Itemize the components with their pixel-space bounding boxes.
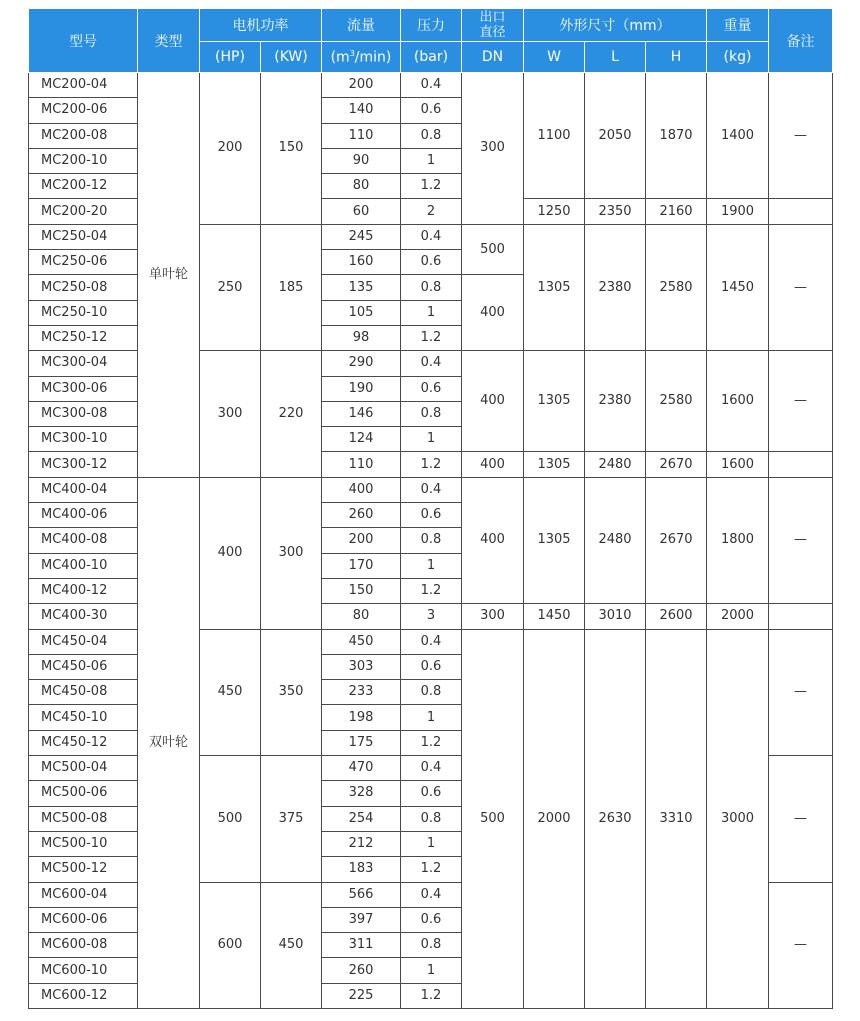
model-cell: MC600-06 bbox=[29, 907, 138, 932]
model-cell: MC400-12 bbox=[29, 578, 138, 603]
remark-cell-empty bbox=[769, 452, 833, 477]
type-cell-single: 单叶轮 bbox=[138, 73, 200, 478]
model-cell: MC250-04 bbox=[29, 224, 138, 249]
w-cell: 1305 bbox=[524, 477, 585, 603]
pressure-cell: 0.8 bbox=[401, 275, 462, 300]
pressure-cell: 0.4 bbox=[401, 477, 462, 502]
model-cell: MC500-04 bbox=[29, 756, 138, 781]
pressure-cell: 0.4 bbox=[401, 224, 462, 249]
kg-cell: 1600 bbox=[707, 452, 769, 477]
flow-cell: 198 bbox=[322, 705, 401, 730]
header-bar: (bar) bbox=[401, 42, 462, 73]
pressure-cell: 2 bbox=[401, 199, 462, 224]
header-kg: (kg) bbox=[707, 42, 769, 73]
h-cell: 3310 bbox=[646, 629, 707, 1008]
flow-cell: 470 bbox=[322, 756, 401, 781]
header-dimensions: 外形尺寸（mm） bbox=[524, 9, 707, 42]
l-cell: 2480 bbox=[585, 452, 646, 477]
pressure-cell: 0.4 bbox=[401, 351, 462, 376]
flow-cell: 260 bbox=[322, 958, 401, 983]
dn-cell: 500 bbox=[462, 224, 524, 275]
remark-cell-empty bbox=[769, 199, 833, 224]
flow-cell: 400 bbox=[322, 477, 401, 502]
model-cell: MC300-04 bbox=[29, 351, 138, 376]
flow-cell: 170 bbox=[322, 553, 401, 578]
model-cell: MC500-08 bbox=[29, 806, 138, 831]
model-cell: MC300-10 bbox=[29, 427, 138, 452]
hp-cell: 600 bbox=[200, 882, 261, 1008]
pressure-cell: 1 bbox=[401, 831, 462, 856]
flow-cell: 160 bbox=[322, 250, 401, 275]
pressure-cell: 1 bbox=[401, 427, 462, 452]
remark-cell: — bbox=[769, 351, 833, 452]
model-cell: MC400-30 bbox=[29, 604, 138, 629]
flow-cell: 110 bbox=[322, 452, 401, 477]
dn-cell: 300 bbox=[462, 73, 524, 225]
w-cell: 1305 bbox=[524, 452, 585, 477]
header-weight: 重量 bbox=[707, 9, 769, 42]
model-cell: MC200-06 bbox=[29, 98, 138, 123]
dn-cell: 400 bbox=[462, 351, 524, 452]
hp-cell: 400 bbox=[200, 477, 261, 629]
model-cell: MC400-08 bbox=[29, 528, 138, 553]
l-cell: 2050 bbox=[585, 73, 646, 199]
model-cell: MC200-08 bbox=[29, 123, 138, 148]
pressure-cell: 0.6 bbox=[401, 250, 462, 275]
l-cell: 3010 bbox=[585, 604, 646, 629]
kw-cell: 300 bbox=[261, 477, 322, 629]
model-cell: MC300-08 bbox=[29, 401, 138, 426]
flow-cell: 311 bbox=[322, 933, 401, 958]
spec-table-wrap bbox=[28, 8, 832, 1009]
model-cell: MC300-06 bbox=[29, 376, 138, 401]
h-cell: 2580 bbox=[646, 224, 707, 350]
header-motor-power: 电机功率 bbox=[200, 9, 322, 42]
table-body bbox=[29, 73, 833, 1009]
header-outlet-line2: 直径 bbox=[479, 25, 506, 40]
kg-cell: 1600 bbox=[707, 351, 769, 452]
pressure-cell: 0.8 bbox=[401, 680, 462, 705]
pressure-cell: 0.4 bbox=[401, 756, 462, 781]
flow-cell: 135 bbox=[322, 275, 401, 300]
pressure-cell: 0.6 bbox=[401, 503, 462, 528]
kg-cell: 3000 bbox=[707, 629, 769, 1008]
pressure-cell: 1.2 bbox=[401, 857, 462, 882]
header-outlet-line1: 出口 bbox=[479, 10, 506, 25]
model-cell: MC600-10 bbox=[29, 958, 138, 983]
model-cell: MC500-10 bbox=[29, 831, 138, 856]
h-cell: 2600 bbox=[646, 604, 707, 629]
table-row bbox=[29, 73, 833, 98]
flow-cell: 200 bbox=[322, 528, 401, 553]
pressure-cell: 0.4 bbox=[401, 73, 462, 98]
flow-cell: 303 bbox=[322, 654, 401, 679]
pressure-cell: 1.2 bbox=[401, 578, 462, 603]
model-cell: MC250-08 bbox=[29, 275, 138, 300]
remark-cell: — bbox=[769, 73, 833, 199]
l-cell: 2380 bbox=[585, 351, 646, 452]
remark-cell: — bbox=[769, 477, 833, 603]
header-dn: DN bbox=[462, 42, 524, 73]
model-cell: MC200-12 bbox=[29, 174, 138, 199]
flow-cell: 566 bbox=[322, 882, 401, 907]
hp-cell: 500 bbox=[200, 756, 261, 882]
flow-cell: 245 bbox=[322, 224, 401, 249]
flow-cell: 212 bbox=[322, 831, 401, 856]
model-cell: MC450-10 bbox=[29, 705, 138, 730]
hp-cell: 300 bbox=[200, 351, 261, 477]
pressure-cell: 0.6 bbox=[401, 907, 462, 932]
pressure-cell: 0.8 bbox=[401, 401, 462, 426]
pressure-cell: 1.2 bbox=[401, 174, 462, 199]
h-cell: 1870 bbox=[646, 73, 707, 199]
hp-cell: 450 bbox=[200, 629, 261, 755]
header-outlet bbox=[462, 9, 524, 42]
flow-cell: 450 bbox=[322, 629, 401, 654]
hp-cell: 200 bbox=[200, 73, 261, 225]
pressure-cell: 3 bbox=[401, 604, 462, 629]
l-cell: 2630 bbox=[585, 629, 646, 1008]
model-cell: MC450-06 bbox=[29, 654, 138, 679]
w-cell: 1100 bbox=[524, 73, 585, 199]
header-hp: (HP) bbox=[200, 42, 261, 73]
flow-cell: 124 bbox=[322, 427, 401, 452]
kg-cell: 1900 bbox=[707, 199, 769, 224]
kg-cell: 2000 bbox=[707, 604, 769, 629]
pressure-cell: 0.4 bbox=[401, 629, 462, 654]
model-cell: MC450-08 bbox=[29, 680, 138, 705]
pressure-cell: 0.8 bbox=[401, 528, 462, 553]
remark-cell: — bbox=[769, 629, 833, 755]
pressure-cell: 0.4 bbox=[401, 882, 462, 907]
model-cell: MC200-04 bbox=[29, 73, 138, 98]
flow-cell: 233 bbox=[322, 680, 401, 705]
flow-cell: 90 bbox=[322, 148, 401, 173]
l-cell: 2480 bbox=[585, 477, 646, 603]
model-cell: MC250-12 bbox=[29, 325, 138, 350]
header-flow: 流量 bbox=[322, 9, 401, 42]
pressure-cell: 1 bbox=[401, 705, 462, 730]
pressure-cell: 0.8 bbox=[401, 123, 462, 148]
pressure-cell: 1 bbox=[401, 300, 462, 325]
model-cell: MC450-04 bbox=[29, 629, 138, 654]
header-flow-unit bbox=[322, 42, 401, 73]
kg-cell: 1400 bbox=[707, 73, 769, 199]
flow-cell: 150 bbox=[322, 578, 401, 603]
remark-cell: — bbox=[769, 224, 833, 350]
kg-cell: 1450 bbox=[707, 224, 769, 350]
pressure-cell: 0.6 bbox=[401, 98, 462, 123]
kw-cell: 150 bbox=[261, 73, 322, 225]
table-header bbox=[29, 9, 833, 73]
dn-cell: 500 bbox=[462, 629, 524, 1008]
pressure-cell: 1 bbox=[401, 148, 462, 173]
pressure-cell: 1.2 bbox=[401, 983, 462, 1008]
w-cell: 1250 bbox=[524, 199, 585, 224]
pressure-cell: 1.2 bbox=[401, 730, 462, 755]
model-cell: MC300-12 bbox=[29, 452, 138, 477]
w-cell: 1305 bbox=[524, 351, 585, 452]
kw-cell: 350 bbox=[261, 629, 322, 755]
spec-table bbox=[28, 8, 833, 1009]
flow-cell: 105 bbox=[322, 300, 401, 325]
header-kw: (KW) bbox=[261, 42, 322, 73]
hp-cell: 250 bbox=[200, 224, 261, 350]
flow-cell: 175 bbox=[322, 730, 401, 755]
flow-unit-sup: 3 bbox=[349, 48, 355, 58]
type-cell-double: 双叶轮 bbox=[138, 477, 200, 1008]
flow-cell: 225 bbox=[322, 983, 401, 1008]
model-cell: MC250-06 bbox=[29, 250, 138, 275]
h-cell: 2160 bbox=[646, 199, 707, 224]
flow-cell: 98 bbox=[322, 325, 401, 350]
model-cell: MC600-04 bbox=[29, 882, 138, 907]
dn-cell: 400 bbox=[462, 275, 524, 351]
remark-cell-empty bbox=[769, 604, 833, 629]
flow-unit-pre: (m bbox=[330, 49, 350, 66]
model-cell: MC500-06 bbox=[29, 781, 138, 806]
l-cell: 2350 bbox=[585, 199, 646, 224]
flow-cell: 146 bbox=[322, 401, 401, 426]
header-remark: 备注 bbox=[769, 9, 833, 73]
h-cell: 2580 bbox=[646, 351, 707, 452]
pressure-cell: 0.6 bbox=[401, 376, 462, 401]
model-cell: MC400-04 bbox=[29, 477, 138, 502]
dn-cell: 400 bbox=[462, 452, 524, 477]
flow-cell: 397 bbox=[322, 907, 401, 932]
l-cell: 2380 bbox=[585, 224, 646, 350]
pressure-cell: 1 bbox=[401, 958, 462, 983]
flow-cell: 110 bbox=[322, 123, 401, 148]
h-cell: 2670 bbox=[646, 477, 707, 603]
model-cell: MC400-10 bbox=[29, 553, 138, 578]
flow-cell: 140 bbox=[322, 98, 401, 123]
model-cell: MC600-08 bbox=[29, 933, 138, 958]
model-cell: MC600-12 bbox=[29, 983, 138, 1008]
w-cell: 2000 bbox=[524, 629, 585, 1008]
pressure-cell: 1 bbox=[401, 553, 462, 578]
w-cell: 1450 bbox=[524, 604, 585, 629]
kg-cell: 1800 bbox=[707, 477, 769, 603]
model-cell: MC200-20 bbox=[29, 199, 138, 224]
flow-cell: 183 bbox=[322, 857, 401, 882]
header-pressure: 压力 bbox=[401, 9, 462, 42]
remark-cell: — bbox=[769, 882, 833, 1008]
model-cell: MC500-12 bbox=[29, 857, 138, 882]
kw-cell: 450 bbox=[261, 882, 322, 1008]
table-row bbox=[29, 477, 833, 502]
h-cell: 2670 bbox=[646, 452, 707, 477]
pressure-cell: 0.6 bbox=[401, 781, 462, 806]
pressure-cell: 0.8 bbox=[401, 933, 462, 958]
flow-cell: 260 bbox=[322, 503, 401, 528]
header-h: H bbox=[646, 42, 707, 73]
flow-cell: 200 bbox=[322, 73, 401, 98]
model-cell: MC200-10 bbox=[29, 148, 138, 173]
flow-cell: 254 bbox=[322, 806, 401, 831]
w-cell: 1305 bbox=[524, 224, 585, 350]
flow-cell: 60 bbox=[322, 199, 401, 224]
dn-cell: 400 bbox=[462, 477, 524, 603]
kw-cell: 220 bbox=[261, 351, 322, 477]
flow-cell: 290 bbox=[322, 351, 401, 376]
flow-cell: 80 bbox=[322, 604, 401, 629]
header-type: 类型 bbox=[138, 9, 200, 73]
flow-unit-post: /min) bbox=[354, 49, 392, 66]
header-w: W bbox=[524, 42, 585, 73]
model-cell: MC250-10 bbox=[29, 300, 138, 325]
flow-cell: 190 bbox=[322, 376, 401, 401]
model-cell: MC450-12 bbox=[29, 730, 138, 755]
kw-cell: 375 bbox=[261, 756, 322, 882]
header-l: L bbox=[585, 42, 646, 73]
dn-cell: 300 bbox=[462, 604, 524, 629]
kw-cell: 185 bbox=[261, 224, 322, 350]
pressure-cell: 0.6 bbox=[401, 654, 462, 679]
flow-cell: 80 bbox=[322, 174, 401, 199]
pressure-cell: 1.2 bbox=[401, 452, 462, 477]
model-cell: MC400-06 bbox=[29, 503, 138, 528]
remark-cell: — bbox=[769, 756, 833, 882]
flow-cell: 328 bbox=[322, 781, 401, 806]
pressure-cell: 0.8 bbox=[401, 806, 462, 831]
pressure-cell: 1.2 bbox=[401, 325, 462, 350]
header-model: 型号 bbox=[29, 9, 138, 73]
